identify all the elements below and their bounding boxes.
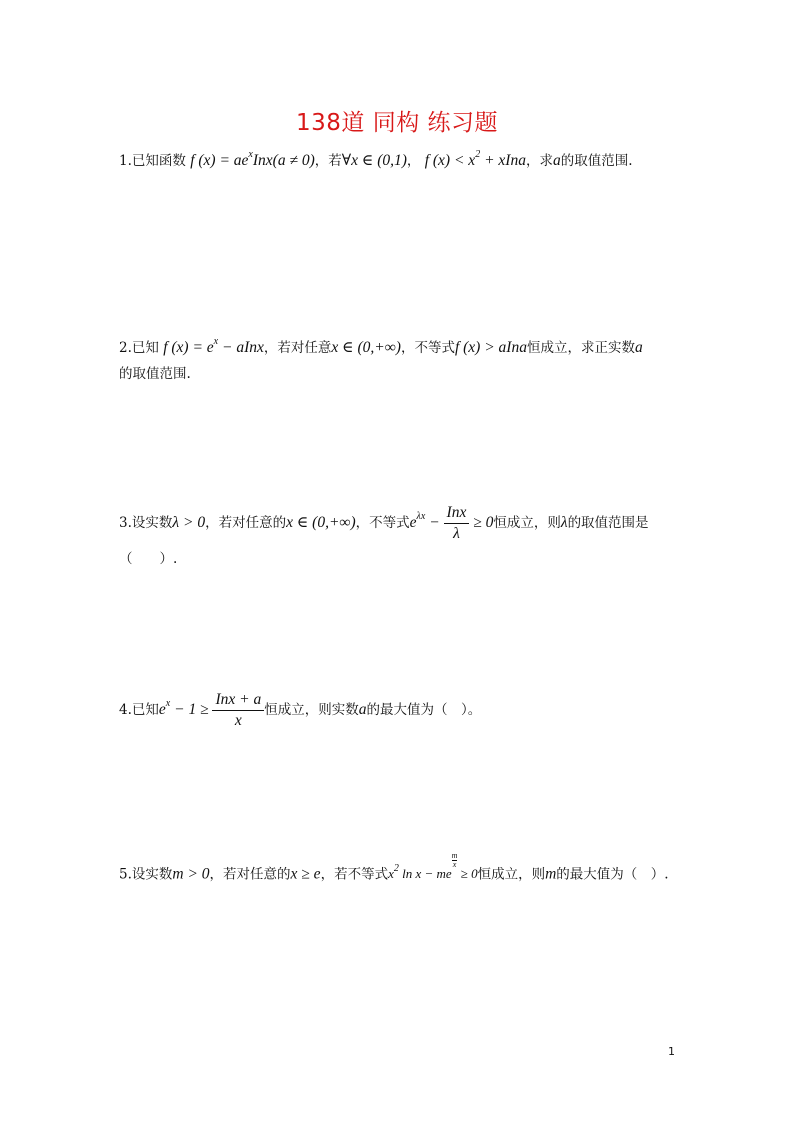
inequality: f $(x) < x^2$ + xIna [424, 148, 526, 169]
inequality: $e^x - 1$ ≥ [158, 697, 213, 718]
condition: m > 0 [172, 865, 210, 883]
question-number: 4. [119, 702, 132, 718]
question-number: 5. [119, 866, 132, 883]
question-2: 2.已知 f $(x) = e^x$ − aInx，若对任意x ∈ (0,+∞)，不等式f (x) > aIna恒成立，求正实数a 的取值范围. [119, 335, 643, 382]
domain: x ≥ e [290, 865, 321, 883]
condition: x ∈ (0,+∞) [331, 339, 401, 356]
condition: ∀x ∈ (0,1) [341, 152, 407, 169]
fraction: $\frac{\text{Inx}}{\lambda}$ [444, 503, 470, 544]
domain: x ∈ (0,+∞) [286, 514, 356, 531]
inequality: f (x) > aIna [454, 339, 527, 356]
question-number: 3. [119, 515, 132, 531]
condition: λ > 0 [172, 514, 206, 531]
formula: f $(x) = ae^xInx(a \ne 0)$ [190, 148, 315, 169]
page-number: 1 [668, 1045, 675, 1058]
inequality: $x^2$ ln x − me $^{\frac{m}{x}}$ ≥ 0 [388, 851, 478, 882]
question-number: 2. [119, 340, 132, 356]
question-number: 1. [119, 153, 132, 169]
fraction: $\frac{\text{Inx + a}}{x}$ [212, 690, 264, 731]
question-3: 3.设实数λ > 0，若对任意的x ∈ (0,+∞)，不等式$e^{\lambda x}$ − $\frac{\text{Inx}}{\lambda}$ ≥ 0恒成立，则λ的取值范围是 （ ）. [119, 504, 649, 567]
inequality: $e^{\lambda x}$ − [409, 510, 444, 531]
answer-blank: （ ）. [119, 551, 178, 567]
page-title: 138道 同构 练习题 [295, 110, 499, 136]
question-1: 1.已知函数 f $(x) = ae^xInx(a \ne 0)$，若∀x ∈ (0,1)， f $(x) < x^2$ + xIna，求a的取值范围. [119, 148, 633, 169]
formula: f $(x) = e^x$ − aInx [163, 335, 264, 356]
question-4: 4.已知$e^x - 1$ ≥ $\frac{\text{Inx + a}}{x}$ 恒成立，则实数a的最大值为（ ）。 [119, 691, 482, 729]
question-5: 5.设实数m > 0，若对任意的x ≥ e，若不等式$x^2$ ln x − me $^{\frac{m}{x}}$ ≥ 0恒成立，则m的最大值为（ ）. [119, 851, 669, 883]
